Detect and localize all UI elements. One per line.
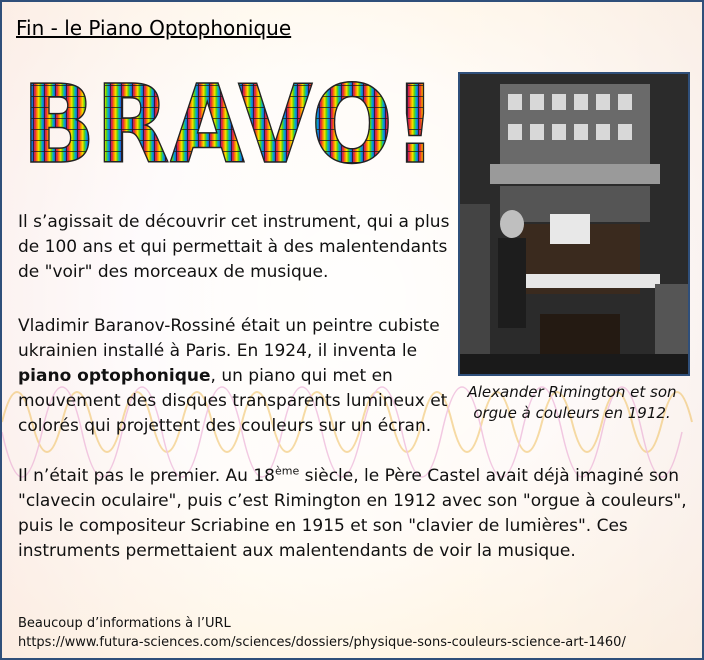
bravo-text: BRAVO! xyxy=(22,74,437,174)
paragraph-history xyxy=(18,464,694,564)
paragraph-baranov-text-1: Vladimir Baranov-Rossiné était un peintre cubiste ukrainien installé à Paris. En 1924, il inventa le xyxy=(18,316,440,361)
rimington-photo xyxy=(458,72,690,376)
paragraph-baranov-text-2: , un piano qui met en mouvement des disques transparents lumineux et colorés qui projettent des couleurs sur un écran. xyxy=(18,366,448,436)
piano-optophonique-bold: piano optophonique xyxy=(18,366,211,386)
century-superscript: ème xyxy=(275,464,300,478)
paragraph-intro: Il s’agissait de découvrir cet instrument, qui a plus de 100 ans et qui permettait à des malentendants de "voir" des morceaux de musique. xyxy=(18,212,450,282)
photo-caption: Alexander Rimington et son orgue à couleurs en 1912. xyxy=(467,383,677,422)
paragraph-history-text-1: Il n’était pas le premier. Au 18 xyxy=(18,466,275,486)
info-url-link[interactable]: https://www.futura-sciences.com/sciences/dossiers/physique-sons-couleurs-science-art-1460/ xyxy=(18,635,626,650)
paragraph-baranov xyxy=(18,314,458,439)
paragraph-history-text-2: siècle, le Père Castel avait déjà imaginé son "clavecin oculaire", puis c’est Rimington en 1912 avec son "orgue à couleurs", puis le compositeur Scriabine en 1915 et son "clavier de lumières". Ces instruments permettaient aux malentendants de voir la musique. xyxy=(18,466,687,561)
info-label: Beaucoup d’informations à l’URL xyxy=(18,616,231,631)
slide-title: Fin - le Piano Optophonique xyxy=(16,16,292,40)
info-block xyxy=(18,614,626,652)
bravo-rainbow-word xyxy=(22,74,442,174)
